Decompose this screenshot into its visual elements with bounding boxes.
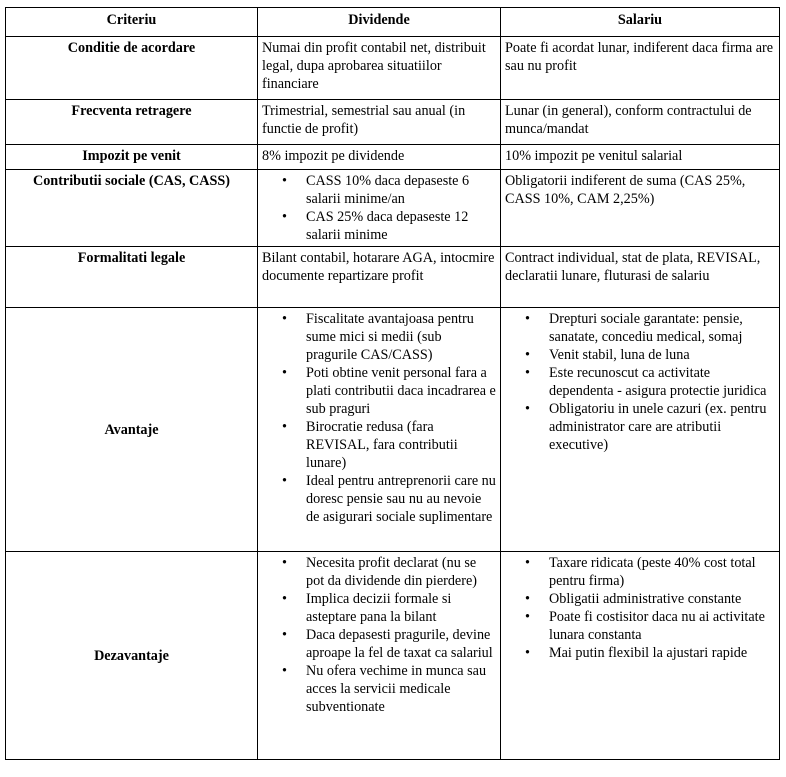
list-item: • Necesita profit declarat (nu se pot da dividende din pierdere): [306, 554, 496, 590]
criteriu-cell: Contributii sociale (CAS, CASS): [6, 170, 258, 247]
criteriu-cell: Frecventa retragere: [6, 100, 258, 145]
bullet-list: [505, 310, 775, 454]
table-row: [6, 145, 780, 170]
list-item: • Drepturi sociale garantate: pensie, sanatate, concediu medical, somaj: [549, 310, 775, 346]
table-row: [6, 247, 780, 308]
list-item: • Venit stabil, luna de luna: [549, 346, 775, 364]
bullet-list: [262, 554, 496, 716]
salariu-cell: [501, 552, 780, 760]
dividende-cell: Numai din profit contabil net, distribuit legal, dupa aprobarea situatiilor financiare: [258, 37, 501, 100]
criteriu-cell: Conditie de acordare: [6, 37, 258, 100]
list-item: • Ideal pentru antreprenorii care nu doresc pensie sau nu au nevoie de asigurari sociale suplimentare: [306, 472, 496, 526]
header-dividende: Dividende: [258, 8, 501, 37]
header-salariu: Salariu: [501, 8, 780, 37]
salariu-cell: Poate fi acordat lunar, indiferent daca firma are sau nu profit: [501, 37, 780, 100]
salariu-cell: Lunar (in general), conform contractului de munca/mandat: [501, 100, 780, 145]
list-item: • Nu ofera vechime in munca sau acces la servicii medicale subventionate: [306, 662, 496, 716]
dividende-cell: Trimestrial, semestrial sau anual (in functie de profit): [258, 100, 501, 145]
dividende-cell: [258, 170, 501, 247]
criteriu-cell: Impozit pe venit: [6, 145, 258, 170]
list-item: • CASS 10% daca depaseste 6 salarii minime/an: [306, 172, 496, 208]
criteriu-cell: Dezavantaje: [6, 552, 258, 760]
bullet-list: [262, 310, 496, 526]
table-row: [6, 100, 780, 145]
list-item: • Obligatoriu in unele cazuri (ex. pentru administrator care are atributii executive): [549, 400, 775, 454]
dividende-cell: 8% impozit pe dividende: [258, 145, 501, 170]
list-item: • Poti obtine venit personal fara a plati contributii daca incadrarea e sub praguri: [306, 364, 496, 418]
bullet-list: [505, 554, 775, 662]
header-criteriu: Criteriu: [6, 8, 258, 37]
list-item: • Daca depasesti pragurile, devine aproape la fel de taxat ca salariul: [306, 626, 496, 662]
salariu-cell: [501, 308, 780, 552]
table-row: [6, 170, 780, 247]
comparison-table: [5, 7, 780, 760]
list-item: • Implica decizii formale si asteptare pana la bilant: [306, 590, 496, 626]
list-item: • Mai putin flexibil la ajustari rapide: [549, 644, 775, 662]
list-item: • Fiscalitate avantajoasa pentru sume mici si medii (sub pragurile CAS/CASS): [306, 310, 496, 364]
table-row: [6, 37, 780, 100]
dividende-cell: [258, 552, 501, 760]
salariu-cell: 10% impozit pe venitul salarial: [501, 145, 780, 170]
dividende-cell: Bilant contabil, hotarare AGA, intocmire documente repartizare profit: [258, 247, 501, 308]
criteriu-cell: Formalitati legale: [6, 247, 258, 308]
dividende-cell: [258, 308, 501, 552]
list-item: • Obligatii administrative constante: [549, 590, 775, 608]
criteriu-cell: Avantaje: [6, 308, 258, 552]
bullet-list: [262, 172, 496, 244]
list-item: • Birocratie redusa (fara REVISAL, fara contributii lunare): [306, 418, 496, 472]
table-row: [6, 308, 780, 552]
list-item: • Poate fi costisitor daca nu ai activitate lunara constanta: [549, 608, 775, 644]
salariu-cell: Obligatorii indiferent de suma (CAS 25%, CASS 10%, CAM 2,25%): [501, 170, 780, 247]
list-item: • Taxare ridicata (peste 40% cost total pentru firma): [549, 554, 775, 590]
list-item: • Este recunoscut ca activitate dependenta - asigura protectie juridica: [549, 364, 775, 400]
header-row: [6, 8, 780, 37]
table-row: [6, 552, 780, 760]
salariu-cell: Contract individual, stat de plata, REVISAL, declaratii lunare, fluturasi de salariu: [501, 247, 780, 308]
list-item: • CAS 25% daca depaseste 12 salarii minime: [306, 208, 496, 244]
